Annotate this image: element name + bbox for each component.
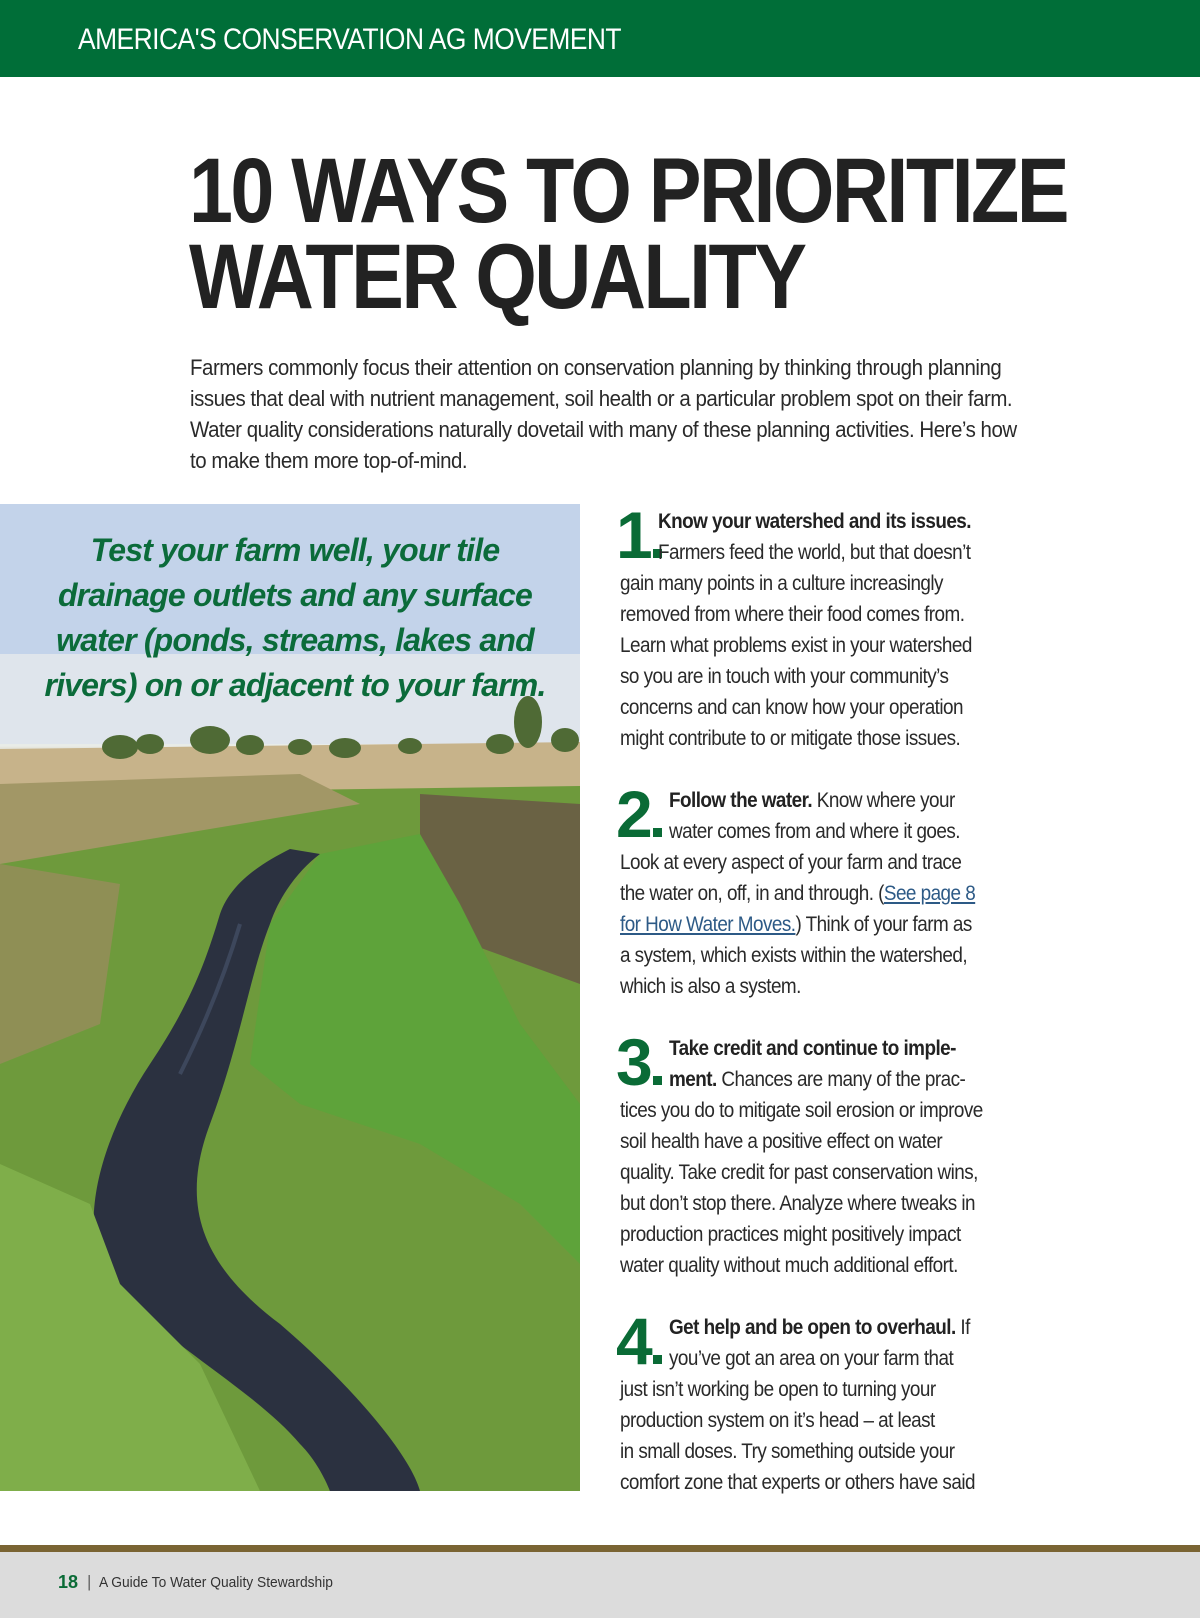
- list-item: [616, 777, 1020, 1002]
- section-header: AMERICA'S CONSERVATION AG MOVEMENT: [78, 23, 622, 56]
- publication-title: A Guide To Water Quality Stewardship: [99, 1574, 333, 1591]
- item-line: Learn what problems exist in your watershed: [620, 634, 972, 657]
- intro-line: issues that deal with nutrient management, soil health or a particular problem spot on their farm.: [190, 386, 1013, 411]
- item-line: removed from where their food comes from.: [620, 603, 965, 626]
- item-line: [620, 909, 980, 940]
- item-heading: Get help and be open to overhaul.: [669, 1316, 956, 1339]
- item-line: [669, 1064, 985, 1095]
- item-line: Look at every aspect of your farm and trace: [620, 851, 962, 874]
- page-title: [189, 140, 1067, 328]
- page-number: 18: [58, 1572, 79, 1592]
- item-line: which is also a system.: [620, 975, 801, 998]
- item-heading: Take credit and continue to imple-: [669, 1037, 956, 1060]
- item-line: tices you do to mitigate soil erosion or improve: [620, 1099, 983, 1122]
- footer-rule: [0, 1545, 1200, 1552]
- see-page-8-link[interactable]: See page 8: [883, 882, 976, 905]
- item-heading: Follow the water.: [669, 789, 813, 812]
- caption-line: rivers) on or adjacent to your farm.: [44, 667, 546, 703]
- item-text: If: [955, 1316, 970, 1339]
- how-water-moves-link[interactable]: for How Water Moves.: [620, 913, 796, 936]
- item-line: but don’t stop there. Analyze where tweaks in: [620, 1192, 975, 1215]
- item-line: comfort zone that experts or others have said: [620, 1471, 975, 1494]
- item-line: [658, 506, 984, 537]
- item-line: quality. Take credit for past conservation wins,: [620, 1161, 978, 1184]
- intro-line: to make them more top-of-mind.: [190, 448, 468, 473]
- title-line-2: WATER QUALITY: [189, 226, 805, 328]
- item-line: in small doses. Try something outside your: [620, 1440, 955, 1463]
- caption-line: drainage outlets and any surface: [57, 577, 533, 613]
- stream-photo: [0, 504, 580, 1491]
- item-line: water comes from and where it goes.: [669, 820, 960, 843]
- item-number: 2: [616, 781, 662, 847]
- photo-caption: [20, 528, 570, 708]
- title-line-1: 10 WAYS TO PRIORITIZE: [189, 140, 1067, 242]
- item-text: Know where your: [812, 789, 955, 812]
- item-line: might contribute to or mitigate those issues.: [620, 727, 961, 750]
- item-line: a system, which exists within the watershed,: [620, 944, 968, 967]
- intro-paragraph: [190, 352, 1050, 476]
- item-heading: Know your watershed and its issues.: [658, 510, 971, 533]
- item-number: 4: [616, 1308, 662, 1374]
- ways-list: [616, 498, 1020, 1529]
- footer: [0, 1552, 1200, 1618]
- item-line: [620, 878, 980, 909]
- list-item: [616, 1304, 1020, 1498]
- item-text: ) Think of your farm as: [795, 913, 972, 936]
- caption-line: Test your farm well, your tile: [90, 532, 500, 568]
- intro-line: Water quality considerations naturally dovetail with many of these planning activities. Here’s how: [190, 417, 1017, 442]
- item-text: the water on, off, in and through. (: [620, 882, 884, 905]
- item-line: [669, 1033, 985, 1064]
- list-item: [616, 1025, 1020, 1281]
- item-line: Farmers feed the world, but that doesn’t: [658, 541, 971, 564]
- item-line: concerns and can know how your operation: [620, 696, 963, 719]
- item-line: so you are in touch with your community’s: [620, 665, 949, 688]
- header-band: [0, 0, 1200, 77]
- footer-separator: |: [87, 1572, 92, 1591]
- item-heading: ment.: [669, 1068, 717, 1091]
- item-line: [669, 785, 985, 816]
- item-line: you’ve got an area on your farm that: [669, 1347, 954, 1370]
- intro-line: Farmers commonly focus their attention on conservation planning by thinking through planning: [190, 355, 1002, 380]
- list-item: [616, 498, 1020, 754]
- item-line: just isn’t working be open to turning your: [620, 1378, 936, 1401]
- item-line: [669, 1312, 985, 1343]
- item-line: soil health have a positive effect on water: [620, 1130, 943, 1153]
- item-line: production system on it’s head – at least: [620, 1409, 935, 1432]
- item-text: Chances are many of the prac-: [716, 1068, 966, 1091]
- caption-line: water (ponds, streams, lakes and: [56, 622, 534, 658]
- item-number: 3: [616, 1029, 662, 1095]
- item-line: production practices might positively impact: [620, 1223, 961, 1246]
- item-line: water quality without much additional effort.: [620, 1254, 958, 1277]
- item-line: gain many points in a culture increasingly: [620, 572, 943, 595]
- item-number: 1: [616, 502, 662, 568]
